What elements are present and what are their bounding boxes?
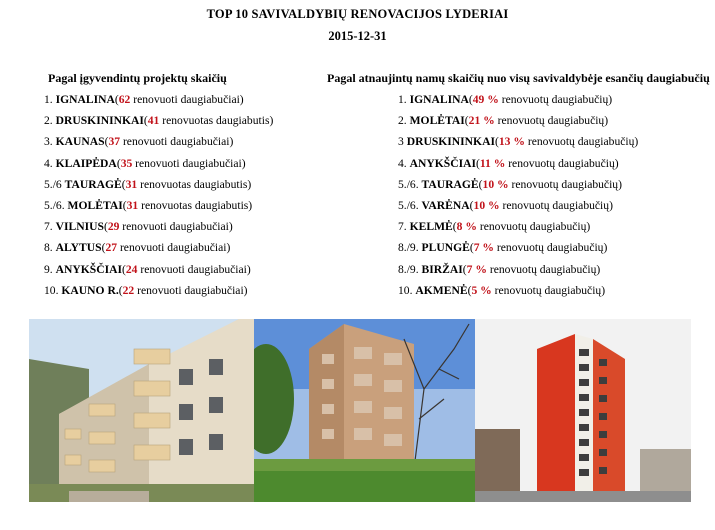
project-rank-open-paren: ( xyxy=(103,220,108,234)
share-rank-description: renovuotų daugiabučių) xyxy=(491,283,606,297)
share-rank-count: 7 % xyxy=(473,241,495,255)
share-rank-item xyxy=(398,154,638,175)
project-rank-count: 24 xyxy=(125,262,138,276)
project-rank-name: ALYTUS xyxy=(55,241,102,255)
share-rank-name: AKMENĖ xyxy=(415,283,468,297)
project-rank-name: TAURAGĖ xyxy=(64,177,122,191)
share-rank-count: 8 % xyxy=(456,220,477,234)
project-rank-open-paren: ( xyxy=(116,156,121,170)
share-rank-description: renovuotų daugiabučių) xyxy=(476,220,591,234)
share-rank-open-paren: ( xyxy=(468,93,473,106)
project-rank-description: renovuoti daugiabučiai) xyxy=(130,93,244,106)
share-rank-count: 49 % xyxy=(472,93,499,106)
share-rank-rank: 3 xyxy=(398,135,404,149)
project-rank-description: renovuotas daugiabutis) xyxy=(159,114,274,128)
project-rank-item xyxy=(44,281,273,302)
project-rank-open-paren: ( xyxy=(143,114,148,128)
project-rank-description: renovuoti daugiabučiai) xyxy=(119,220,233,234)
project-rank-open-paren: ( xyxy=(104,135,109,149)
share-rank-description: renovuotų daugiabučių) xyxy=(499,198,613,212)
project-rank-rank: 4. xyxy=(44,156,53,170)
share-rank-name: TAURAGĖ xyxy=(421,177,479,191)
share-rank-open-paren: ( xyxy=(475,156,480,170)
share-rank-open-paren: ( xyxy=(478,177,483,191)
share-rank-description: renovuotų daugiabučių) xyxy=(486,262,601,276)
share-rank-description: renovuotų daugiabučių) xyxy=(524,135,639,149)
projects-ranking-list xyxy=(44,90,273,302)
project-rank-open-paren: ( xyxy=(122,198,127,212)
project-rank-name: MOLĖTAI xyxy=(67,198,123,212)
project-rank-name: IGNALINA xyxy=(55,93,115,106)
share-rank-item xyxy=(398,238,638,259)
share-rank-rank: 7. xyxy=(398,220,407,234)
project-rank-count: 35 xyxy=(120,156,133,170)
project-rank-rank: 2. xyxy=(44,114,53,128)
share-rank-description: renovuotų daugiabučių) xyxy=(494,241,608,255)
share-rank-rank: 8./9. xyxy=(398,241,419,255)
share-rank-name: MOLĖTAI xyxy=(409,114,465,128)
building-photo-1 xyxy=(29,319,254,502)
share-rank-count: 11 % xyxy=(479,156,506,170)
project-rank-rank: 1. xyxy=(44,93,53,106)
share-rank-rank: 8./9. xyxy=(398,262,419,276)
share-rank-open-paren: ( xyxy=(469,241,474,255)
project-rank-rank: 7. xyxy=(44,220,53,234)
share-rank-name: DRUSKININKAI xyxy=(406,135,495,149)
share-rank-description: renovuotų daugiabučių) xyxy=(498,93,613,106)
share-rank-description: renovuotų daugiabučių) xyxy=(505,156,619,170)
right-list-heading: Pagal atnaujintų namų skaičių nuo visų savivaldybėje esančių daugiabučių xyxy=(327,71,710,85)
project-rank-description: renovuoti daugiabučiai) xyxy=(132,156,246,170)
project-rank-description: renovuoti daugiabučiai) xyxy=(134,283,248,297)
project-rank-rank: 5./6 xyxy=(44,177,62,191)
project-rank-rank: 5./6. xyxy=(44,198,65,212)
project-rank-open-paren: ( xyxy=(121,262,126,276)
share-rank-item xyxy=(398,281,638,302)
project-rank-rank: 3. xyxy=(44,135,53,149)
project-rank-rank: 8. xyxy=(44,241,53,255)
share-rank-count: 13 % xyxy=(498,135,525,149)
share-rank-name: KELMĖ xyxy=(409,220,453,234)
share-rank-name: VARĖNA xyxy=(421,198,470,212)
report-date: 2015-12-31 xyxy=(328,29,387,43)
share-rank-rank: 5./6. xyxy=(398,198,419,212)
share-ranking-list xyxy=(398,90,638,302)
project-rank-item xyxy=(44,217,273,238)
share-rank-count: 10 % xyxy=(482,177,509,191)
share-rank-name: PLUNGĖ xyxy=(421,241,470,255)
share-rank-count: 21 % xyxy=(468,114,495,128)
project-rank-name: DRUSKININKAI xyxy=(55,114,144,128)
project-rank-count: 22 xyxy=(122,283,135,297)
share-rank-item xyxy=(398,217,638,238)
project-rank-open-paren: ( xyxy=(118,283,123,297)
left-list-heading: Pagal įgyvendintų projektų skaičių xyxy=(48,71,227,85)
share-rank-description: renovuotų daugiabučių) xyxy=(508,177,622,191)
project-rank-count: 31 xyxy=(126,198,139,212)
share-rank-rank: 10. xyxy=(398,283,413,297)
share-rank-description: renovuotų daugiabučių) xyxy=(494,114,609,128)
share-rank-count: 10 % xyxy=(473,198,500,212)
project-rank-description: renovuoti daugiabučiai) xyxy=(120,135,234,149)
share-rank-item xyxy=(398,260,638,281)
share-rank-item xyxy=(398,175,638,196)
share-rank-open-paren: ( xyxy=(452,220,457,234)
share-rank-open-paren: ( xyxy=(469,198,474,212)
share-rank-open-paren: ( xyxy=(467,283,472,297)
project-rank-count: 31 xyxy=(125,177,138,191)
project-rank-description: renovuoti daugiabučiai) xyxy=(117,241,231,255)
project-rank-name: ANYKŠČIAI xyxy=(55,262,122,276)
project-rank-item xyxy=(44,132,273,153)
share-rank-rank: 1. xyxy=(398,93,407,106)
project-rank-name: KLAIPĖDA xyxy=(55,156,117,170)
share-rank-rank: 5./6. xyxy=(398,177,419,191)
share-rank-name: BIRŽAI xyxy=(421,262,463,276)
share-rank-count: 5 % xyxy=(471,283,492,297)
project-rank-description: renovuotas daugiabutis) xyxy=(137,177,252,191)
share-rank-item xyxy=(398,90,638,111)
share-rank-count: 7 % xyxy=(466,262,487,276)
project-rank-item xyxy=(44,111,273,132)
project-rank-name: KAUNAS xyxy=(55,135,105,149)
project-rank-item xyxy=(44,154,273,175)
project-rank-rank: 9. xyxy=(44,262,53,276)
share-rank-open-paren: ( xyxy=(462,262,467,276)
project-rank-count: 41 xyxy=(147,114,160,128)
share-rank-open-paren: ( xyxy=(464,114,469,128)
share-rank-name: IGNALINA xyxy=(409,93,469,106)
project-rank-name: VILNIUS xyxy=(55,220,104,234)
project-rank-rank: 10. xyxy=(44,283,59,297)
building-photo-3 xyxy=(475,319,691,502)
building-photo-2 xyxy=(254,319,475,502)
project-rank-item xyxy=(44,238,273,259)
project-rank-name: KAUNO R. xyxy=(61,283,119,297)
project-rank-description: renovuoti daugiabučiai) xyxy=(137,262,251,276)
project-rank-open-paren: ( xyxy=(121,177,126,191)
project-rank-count: 62 xyxy=(118,93,131,106)
project-rank-item xyxy=(44,90,273,111)
project-rank-open-paren: ( xyxy=(114,93,119,106)
project-rank-description: renovuotas daugiabutis) xyxy=(138,198,253,212)
project-rank-item xyxy=(44,175,273,196)
share-rank-item xyxy=(398,132,638,153)
project-rank-count: 27 xyxy=(105,241,118,255)
project-rank-count: 37 xyxy=(108,135,121,149)
share-rank-rank: 4. xyxy=(398,156,407,170)
project-rank-item xyxy=(44,260,273,281)
share-rank-item xyxy=(398,196,638,217)
project-rank-count: 29 xyxy=(107,220,120,234)
share-rank-item xyxy=(398,111,638,132)
share-rank-rank: 2. xyxy=(398,114,407,128)
project-rank-open-paren: ( xyxy=(101,241,106,255)
share-rank-name: ANYKŠČIAI xyxy=(409,156,476,170)
share-rank-open-paren: ( xyxy=(494,135,499,149)
page-title: TOP 10 SAVIVALDYBIŲ RENOVACIJOS LYDERIAI xyxy=(206,7,509,21)
project-rank-item xyxy=(44,196,273,217)
